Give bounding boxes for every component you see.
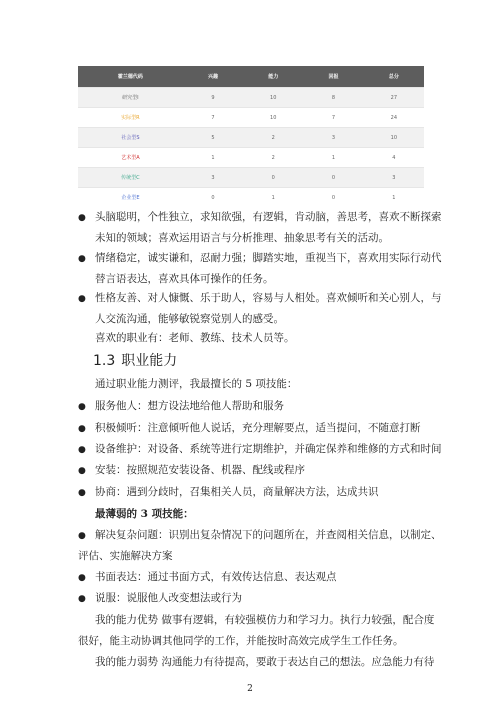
bullet-icon: ● <box>78 573 86 583</box>
trait-2-line2: 替言语表达，喜欢具体可操作的任务。 <box>95 273 274 285</box>
bullet-icon: ● <box>78 466 86 476</box>
top-skill-1: 服务他人：想方设法地给他人帮助和服务 <box>95 400 284 412</box>
table-row <box>78 108 424 128</box>
cell-value: 3 <box>183 168 243 188</box>
bullet-icon: ● <box>78 213 86 223</box>
weak-skill-3: 说服：说服他人改变想法或行为 <box>95 592 242 604</box>
weakness-line1: 我的能力弱势 沟通能力有待提高，要敢于表达自己的想法。应急能力有待 <box>95 656 435 668</box>
cell-value: 0 <box>303 188 363 208</box>
cell-value: 5 <box>183 128 243 148</box>
skills-intro: 通过职业能力测评，我最擅长的 5 项技能： <box>95 378 298 390</box>
cell-value: 27 <box>364 88 424 108</box>
cell-value: 7 <box>183 108 243 128</box>
weak-skill-2: 书面表达：通过书面方式，有效传达信息、表达观点 <box>95 571 337 583</box>
strengths-line1: 我的能力优势 做事有逻辑，有较强模仿力和学习力。执行力较强，配合度 <box>95 614 435 626</box>
bullet-icon: ● <box>78 445 86 455</box>
cell-code: 传统型C <box>78 168 183 188</box>
trait-3-line1: 性格友善、对人慷慨、乐于助人，容易与人相处。喜欢倾听和关心别人，与 <box>95 292 442 304</box>
table-header-row <box>78 66 424 88</box>
cell-value: 2 <box>243 148 303 168</box>
bullet-icon: ● <box>78 531 86 541</box>
strengths-line2: 很好，能主动协调其他同学的工作，并能按时高效完成学生工作任务。 <box>78 635 404 647</box>
header-total: 总分 <box>364 66 424 88</box>
section-heading <box>93 350 177 370</box>
header-ability: 能力 <box>243 66 303 88</box>
cell-value: 1 <box>364 188 424 208</box>
top-skill-3: 设备维护：对设备、系统等进行定期维护，并确定保养和维修的方式和时间 <box>95 443 442 455</box>
bullet-icon: ● <box>78 402 86 412</box>
table-row <box>78 128 424 148</box>
cell-value: 1 <box>243 188 303 208</box>
bullet-icon: ● <box>78 294 86 304</box>
header-interest: 兴趣 <box>183 66 243 88</box>
header-reward: 回报 <box>303 66 363 88</box>
cell-value: 10 <box>364 128 424 148</box>
bullet-icon: ● <box>78 424 86 434</box>
cell-value: 9 <box>183 88 243 108</box>
cell-value: 2 <box>243 128 303 148</box>
favorite-jobs: 喜欢的职业有：老师、教练、技术人员等。 <box>95 332 295 344</box>
cell-value: 24 <box>364 108 424 128</box>
weak-skill-1-line1: 解决复杂问题：识别出复杂情况下的问题所在，并查阅相关信息，以制定、 <box>95 529 442 541</box>
cell-value: 10 <box>243 88 303 108</box>
weak-skills-heading: 最薄弱的 3 项技能： <box>95 508 194 520</box>
table-row <box>78 188 424 208</box>
cell-value: 8 <box>303 88 363 108</box>
bullet-icon: ● <box>78 254 86 264</box>
cell-value: 3 <box>303 128 363 148</box>
trait-2-line1: 情绪稳定，诚实谦和，忍耐力强；脚踏实地，重视当下，喜欢用实际行动代 <box>95 252 442 264</box>
section-title: 职业能力 <box>121 353 178 369</box>
table-row <box>78 168 424 188</box>
table-row <box>78 88 424 108</box>
cell-value: 0 <box>303 168 363 188</box>
cell-code: 社会型S <box>78 128 183 148</box>
top-skill-4: 安装：按照规范安装设备、机器、配线或程序 <box>95 464 305 476</box>
cell-code: 实际型R <box>78 108 183 128</box>
cell-value: 1 <box>303 148 363 168</box>
cell-value: 3 <box>364 168 424 188</box>
page-number: 2 <box>247 684 253 694</box>
cell-value: 0 <box>183 188 243 208</box>
cell-code: 艺术型A <box>78 148 183 168</box>
cell-code: 企业型E <box>78 188 183 208</box>
trait-1-line1: 头脑聪明，个性独立，求知欲强，有逻辑，肯动脑，善思考，喜欢不断探索 <box>95 211 442 223</box>
section-number: 1.3 <box>93 353 116 369</box>
top-skill-5: 协商：遇到分歧时，召集相关人员，商量解决方法，达成共识 <box>95 486 379 498</box>
trait-3-line2: 人交流沟通，能够敏锐察觉别人的感受。 <box>95 313 284 325</box>
weak-skill-1-line2: 评估、实施解决方案 <box>78 550 173 562</box>
holland-code-table <box>78 66 424 207</box>
cell-value: 1 <box>183 148 243 168</box>
cell-value: 7 <box>303 108 363 128</box>
cell-value: 0 <box>243 168 303 188</box>
cell-code: 研究型I <box>78 88 183 108</box>
trait-1-line2: 未知的领域；喜欢运用语言与分析推理、抽象思考有关的活动。 <box>95 232 389 244</box>
top-skill-2: 积极倾听：注意倾听他人说话，充分理解要点，适当提问，不随意打断 <box>95 422 421 434</box>
header-code: 霍兰德代码 <box>78 66 183 88</box>
bullet-icon: ● <box>78 488 86 498</box>
bullet-icon: ● <box>78 594 86 604</box>
cell-value: 10 <box>243 108 303 128</box>
table-row <box>78 148 424 168</box>
cell-value: 4 <box>364 148 424 168</box>
